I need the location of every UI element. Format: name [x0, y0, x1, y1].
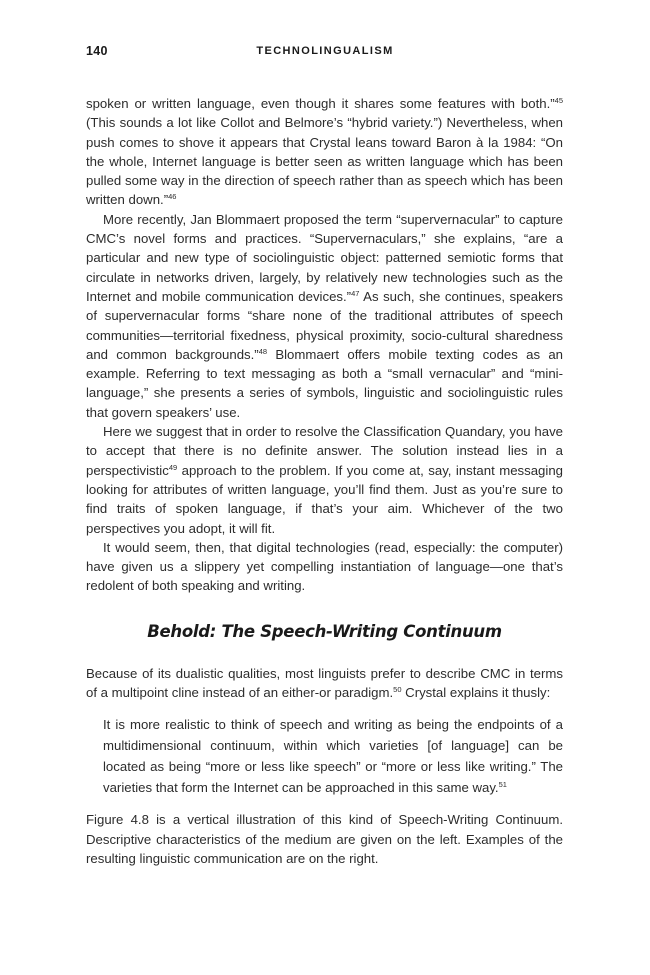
page-header — [86, 44, 564, 64]
paragraph-text: Because of its dualistic qualities, most linguists prefer to describe CMC in terms of a multipoint cline instead of an either-or paradigm. — [86, 665, 563, 701]
paragraph-text: spoken or written language, even though it shares some features with both.” — [86, 96, 555, 111]
paragraph-6 — [86, 810, 563, 868]
footnote-ref: 47 — [351, 288, 360, 298]
paragraph-5 — [86, 664, 563, 703]
paragraph-text: approach to the problem. If you come at, say, instant messaging looking for attributes of written language, you’ll find them. Just as you’re sure to find traits of spoken language, if that’s your aim. Whichever of the two perspectives you adopt, it will fit. — [86, 462, 563, 536]
paragraph-text: Crystal explains it thusly: — [401, 685, 551, 701]
block-quote — [103, 714, 563, 798]
paragraph-text: More recently, Jan Blommaert proposed the term “supervernacular” to capture CMC’s novel forms and practices. “Supervernaculars,” she explains, “are a particular and new type of sociolinguistic object: patterned semiotic forms that circulate in networks driven, largely, by relatively new technologies such as the Internet and mobile communication devices.” — [86, 211, 563, 304]
paragraph-text: (This sounds a lot like Collot and Belmore’s “hybrid variety.”) Nevertheless, when push comes to shove it appears that Crystal leans toward Baron à la 1984: “On the whole, Internet language is better seen as written language which has been pulled some way in the direction of speech rather than as speech which has been written down.” — [86, 115, 563, 208]
footnote-ref: 51 — [498, 780, 507, 790]
footnote-ref: 49 — [168, 462, 178, 472]
paragraph-1 — [86, 94, 563, 210]
footnote-ref: 50 — [393, 685, 402, 695]
paragraph-text: As such, she continues, speakers of supervernacular forms “share none of the traditional attributes of speech communities—territorial fixedness, physical proximity, socio-cultural sharedness and common backgrounds.” — [86, 288, 564, 362]
paragraph-text: It would seem, then, that digital technologies (read, especially: the computer) have given us a slippery yet compelling instantiation of language—one that’s redolent of both speaking and writing. — [86, 539, 563, 594]
page-body — [86, 94, 563, 868]
footnote-ref: 45 — [554, 96, 563, 105]
paragraph-text: Blommaert offers mobile texting codes as an example. Referring to text messaging as both a “small vernacular” and “mini-language,” she presents a series of symbols, linguistic and sociolinguistic rules that govern speakers’ use. — [86, 346, 563, 420]
paragraph-3 — [86, 422, 563, 538]
section-heading: Behold: The Speech-Writing Continuum — [147, 621, 502, 641]
paragraph-text: Here we suggest that in order to resolve the Classification Quandary, you have to accept that there is no definite answer. The solution instead lies in a perspectivistic — [86, 424, 563, 478]
running-title: TECHNOLINGUALISM — [256, 45, 394, 57]
page-number: 140 — [86, 44, 108, 58]
footnote-ref: 46 — [168, 192, 177, 202]
quote-text: It is more realistic to think of speech and writing as being the endpoints of a multidimensional continuum, within which varieties [of language] can be located as being “more or less like speech” or “more or less like writing.” The varieties that form the Internet can be approached in this same way. — [103, 717, 563, 796]
footnote-ref: 48 — [258, 346, 268, 356]
paragraph-4 — [86, 538, 563, 596]
paragraph-2 — [86, 210, 563, 422]
paragraph-text: Figure 4.8 is a vertical illustration of this kind of Speech-Writing Continuum. Descriptive characteristics of the medium are given on the left. Examples of the resulting linguistic communication are on the right. — [86, 812, 563, 866]
